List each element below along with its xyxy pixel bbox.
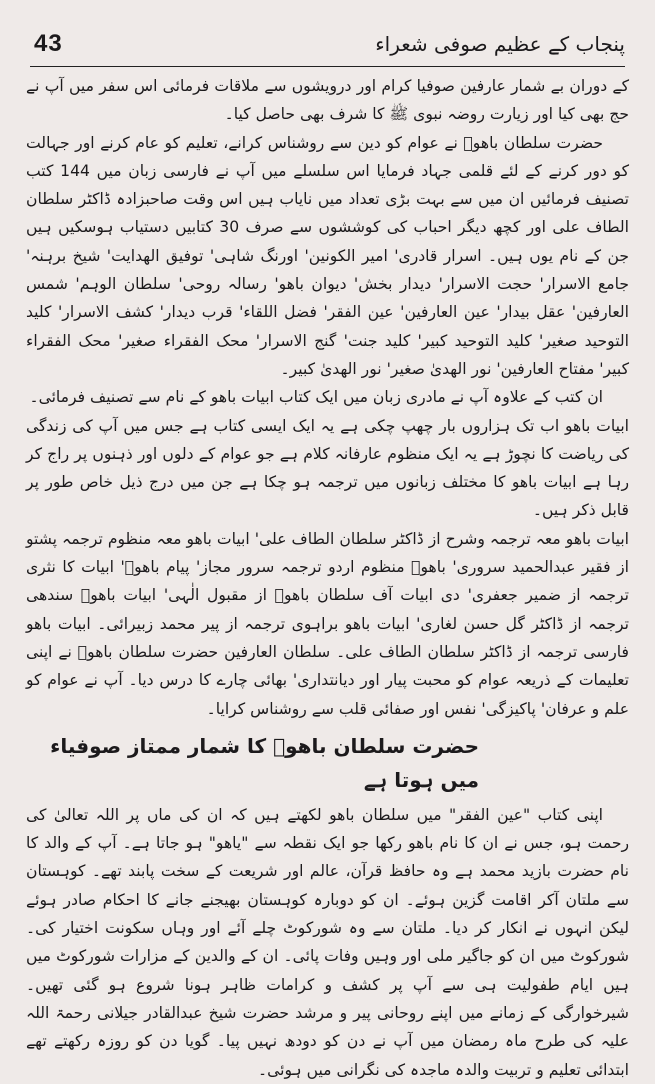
page-header bbox=[26, 28, 629, 68]
header-divider bbox=[30, 66, 625, 67]
paragraph-translation-list: ابیات باھو معہ ترجمہ وشرح از ڈاکٹر سلطان الطاف علی' ابیات باھو معہ منظوم ترجمہ پشتو از فقیر عبدالحمید سروری' باھوؒ منظوم اردو ترجمہ سرور مجاز' پیام باھوؒ' ابیات کا نثری ترجمہ از ضمیر جعفری' دی ابیات آف سلطان باھوؒ از مقبول الٰہی' ابیات باھوؒ سندھی ترجمہ از ڈاکٹر گل حسن لغاری' ابیات باھو براہوی ترجمہ از پیر محمد زبیرائی۔ ابیات باھو فارسی ترجمہ از ڈاکٹر سلطان الطاف علی۔ سلطان العارفین حضرت سلطان باھوؒ نے اپنی تعلیمات کے ذریعہ عوام کو محبت پیار اور دیانتداری' بھائی چارے کا درس دیا۔ آپ نے عوام کو علم و عرفان' پاکیزگی' نفس اور صفائی قلب سے روشناس کرایا۔ bbox=[26, 529, 629, 718]
section-heading: حضرت سلطان باھوؒ کا شمار ممتاز صوفیاء میں ہوتا ہے bbox=[50, 733, 479, 792]
running-title: پنجاب کے عظیم صوفی شعراء bbox=[375, 32, 625, 56]
paragraph-biography: اپنی کتاب "عین الفقر" میں سلطان باھو لکھتے ہیں کہ ان کی ماں پر اللہ تعالیٰ کی رحمت ہو، جس نے ان کا نام باھو رکھا جو ایک نقطہ سے "یاھو" ہو جاتا ہے۔ آپ کے والد کا نام حضرت بازید محمد ہے وہ حافظ قرآن، عالم اور شریعت کے سخت پابند تھے۔ کوہستان سے ملتان آکر اقامت گزین ہوئے۔ ان کو دوبارہ کوہستان بھیجنے جانے کا احکام صادر ہوئے لیکن انہوں نے انکار کر دیا۔ ملتان سے وہ شورکوٹ چلے آئے اور وہاں سکونت اختیار کی۔ شورکوٹ میں ان کو جاگیر ملی اور وہیں وفات پائی۔ ان کے والدین کے مزارات شورکوٹ میں ہیں ایام طفولیت ہی سے آپ پر کشف و کرامات ظاہر ہونا شروع ہو گئی تھیں۔ شیرخوارگی کے زمانے میں اپنے روحانی پیر و مرشد حضرت شیخ عبدالقادر جیلانی رحمۃ اللہ علیہ کی طرح ماہ رمضان میں آپ نے دن کو دودھ نہیں پیا۔ گویا دن کو روزہ رکھتے تھے ابتدائی تعلیم و تربیت والدہ ماجدہ کی نگرانی میں ہوئی۔ bbox=[26, 805, 629, 1079]
page-number: 43 bbox=[34, 30, 63, 57]
paragraph-abyat-translations: ابیات باھو اب تک ہزاروں بار چھپ چکی ہے یہ ایک ایسی کتاب ہے جس میں آپ کی زندگی کی ریاضت کا نچوڑ ہے یہ ایک منظوم عارفانہ کلام ہے جو عوام کے دلوں اور ذہنوں پر راج کر رہا ہے ابیات باھو کا مختلف زبانوں میں ترجمہ ہو چکا ہے جن میں درج ذیل خاص طور پر قابل ذکر ہیں۔ bbox=[26, 416, 629, 520]
paragraph-travel: کے دوران بے شمار عارفین صوفیا کرام اور درویشوں سے ملاقات فرمائی اس سفر میں آپ نے حج بھی کیا اور زیارت روضہ نبوی ﷺ کا شرف بھی حاصل کیا۔ bbox=[26, 77, 629, 124]
paragraph-writings: حضرت سلطان باھوؒ نے عوام کو دین سے روشناس کرانے، تعلیم کو عام کرنے اور جہالت کو دور کرنے کے لئے قلمی جہاد فرمایا اس سلسلے میں آپ نے فارسی زبان میں 144 کتب تصنیف فرمائیں ان میں سے بہت بڑی تعداد میں نایاب ہیں اس وقت صاحبزادہ ڈاکٹر سلطان الطاف علی اور کچھ دیگر احباب کی کوششوں سے صرف 30 کتابیں دستیاب ہوسکیں ہیں جن کے نام یوں ہیں۔ اسرار قادری' امیر الکونین' اورنگ شاہی' توفیق الھدایت' شیخ برہنہ' جامع الاسرار' حجت الاسرار' دیدار بخش' دیوان باھو' رسالہ روحی' سلطان الوہم' شمس العارفین' عقل بیدار' عین العارفین' عین الفقر' فضل اللقاء' قرب دیدار' کشف الاسرار' کلید التوحید صغیر' کلید التوحید کبیر' کلید جنت' گنج الاسرار' محک الفقراء صغیر' محک الفقراء کبیر' مفتاح العارفین' نور الھدیٰ صغیر' نور الھدیٰ کبیر۔ bbox=[26, 133, 629, 378]
paragraph-abyat-intro: ان کتب کے علاوہ آپ نے مادری زبان میں ایک کتاب ابیات باھو کے نام سے تصنیف فرمائی۔ bbox=[29, 388, 603, 407]
page-body bbox=[26, 72, 629, 1084]
